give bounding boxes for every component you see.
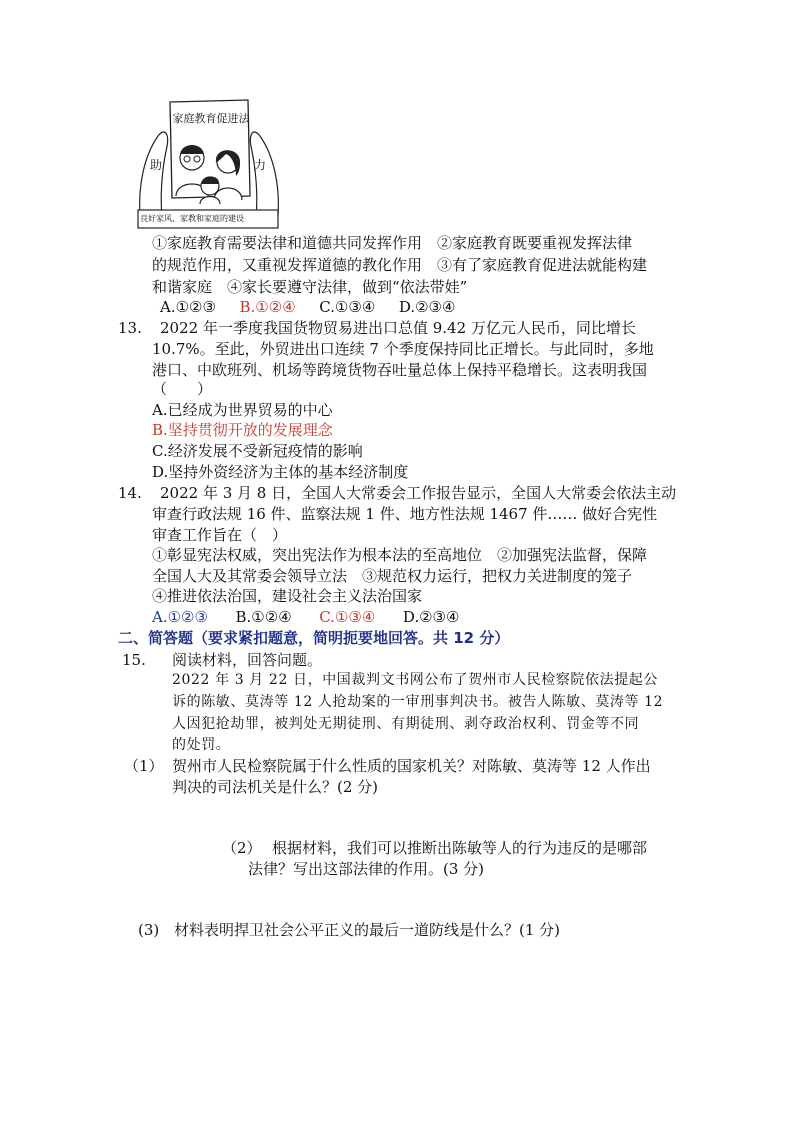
q15-sub3-number: (3) bbox=[138, 921, 160, 939]
q15-material-line3: 人因犯抢劫罪，被判处无期徒刑、有期徒刑、剥夺政治权利、罚金等不同 bbox=[172, 716, 640, 732]
q15-material-line4: 的处罚。 bbox=[172, 737, 231, 753]
q14-statement-line1: ①彰显宪法权威，突出宪法作为根本法的至高地位 ②加强宪法监督，保障 bbox=[152, 546, 648, 564]
q15-sub1-line1: 贺州市人民检察院属于什么性质的国家机关？对陈敏、莫涛等 12 人作出 bbox=[172, 757, 651, 775]
left-char: 助 bbox=[150, 158, 163, 172]
q14-options bbox=[152, 607, 459, 627]
q13-number: 13. bbox=[118, 319, 142, 337]
q14-option-a[interactable]: A.①②③ bbox=[152, 608, 208, 626]
q13-option-d[interactable]: D.坚持外资经济为主体的基本经济制度 bbox=[152, 463, 409, 481]
q15-sub2-line1: 根据材料，我们可以推断出陈敏等人的行为违反的是哪部 bbox=[272, 839, 648, 857]
q14-statement-line2: 全国人大及其常委会领导立法 ③规范权力运行，把权力关进制度的笼子 bbox=[152, 567, 633, 585]
q12-option-b[interactable]: B.①②④ bbox=[239, 298, 296, 316]
q15-sub2-number: （2） bbox=[222, 839, 262, 857]
q13-option-a[interactable]: A.已经成为世界贸易的中心 bbox=[152, 401, 333, 419]
q14-statement-line3: ④推进依法治国，建设社会主义法治国家 bbox=[152, 587, 423, 605]
q14-stem-line2: 审查行政法规 16 件、监察法规 1 件、地方性法规 1467 件…… 做好合宪性 bbox=[152, 505, 658, 523]
q15-number: 15. bbox=[122, 651, 146, 669]
q12-statement-line2: 的规范作用，又重视发挥道德的教化作用 ③有了家庭教育促进法就能构建 bbox=[152, 256, 648, 274]
figure-caption: 良好家风、家教和家庭的建设 bbox=[140, 214, 244, 223]
sign-title: 家庭教育促进法 bbox=[172, 112, 250, 125]
q14-option-c[interactable]: C.①③④ bbox=[319, 608, 376, 626]
q12-options bbox=[160, 297, 455, 317]
q12-option-a[interactable]: A.①②③ bbox=[160, 298, 216, 316]
right-char: 力 bbox=[254, 158, 267, 172]
q14-number: 14. bbox=[118, 484, 142, 502]
q13-stem-line3: 港口、中欧班列、机场等跨境货物吞吐量总体上保持平稳增长。这表明我国 bbox=[152, 361, 648, 379]
q12-option-c[interactable]: C.①③④ bbox=[319, 298, 376, 316]
q15-sub3-line1: 材料表明捍卫社会公平正义的最后一道防线是什么？(1 分) bbox=[174, 921, 561, 939]
q14-stem-line3: 审查工作旨在（ ） bbox=[152, 526, 288, 544]
q15-sub2-line2: 法律？写出这部法律的作用。(3 分) bbox=[248, 860, 485, 878]
q13-option-c[interactable]: C.经济发展不受新冠疫情的影响 bbox=[152, 442, 363, 460]
q14-option-d[interactable]: D.②③④ bbox=[402, 608, 460, 626]
q15-sub1-line2: 判决的司法机关是什么？(2 分) bbox=[172, 778, 379, 796]
q14-stem-line1: 2022 年 3 月 8 日，全国人大常委会工作报告显示，全国人大常委会依法主动 bbox=[160, 484, 677, 502]
q14-option-b[interactable]: B.①②④ bbox=[235, 608, 292, 626]
q15-sub1-number: （1） bbox=[124, 757, 164, 775]
q15-material-line1: 2022 年 3 月 22 日，中国裁判文书网公布了贺州市人民检察院依法提起公 bbox=[172, 672, 658, 688]
q15-intro: 阅读材料，回答问题。 bbox=[172, 651, 323, 669]
q12-statement-line1: ①家庭教育需要法律和道德共同发挥作用 ②家庭教育既要重视发挥法律 bbox=[152, 234, 633, 252]
q13-stem-line2: 10.7%。至此，外贸进出口连续 7 个季度保持同比正增长。与此同时，多地 bbox=[152, 340, 654, 358]
q12-statement-line3: 和谐家庭 ④家长要遵守法律，做到“依法带娃” bbox=[152, 278, 468, 296]
q12-option-d[interactable]: D.②③④ bbox=[398, 298, 456, 316]
q13-answer-paren: （ ） bbox=[152, 380, 213, 398]
cartoon-illustration bbox=[136, 96, 282, 230]
section-heading: 二、简答题（要求紧扣题意，简明扼要地回答。共 12 分） bbox=[118, 629, 510, 647]
q13-option-b[interactable]: B.坚持贯彻开放的发展理念 bbox=[152, 421, 333, 439]
q15-material-line2: 诉的陈敏、莫涛等 12 人抢劫案的一审刑事判决书。被告人陈敏、莫涛等 12 bbox=[172, 694, 664, 710]
q13-stem-line1: 2022 年一季度我国货物贸易进出口总值 9.42 万亿元人民币，同比增长 bbox=[160, 319, 636, 337]
